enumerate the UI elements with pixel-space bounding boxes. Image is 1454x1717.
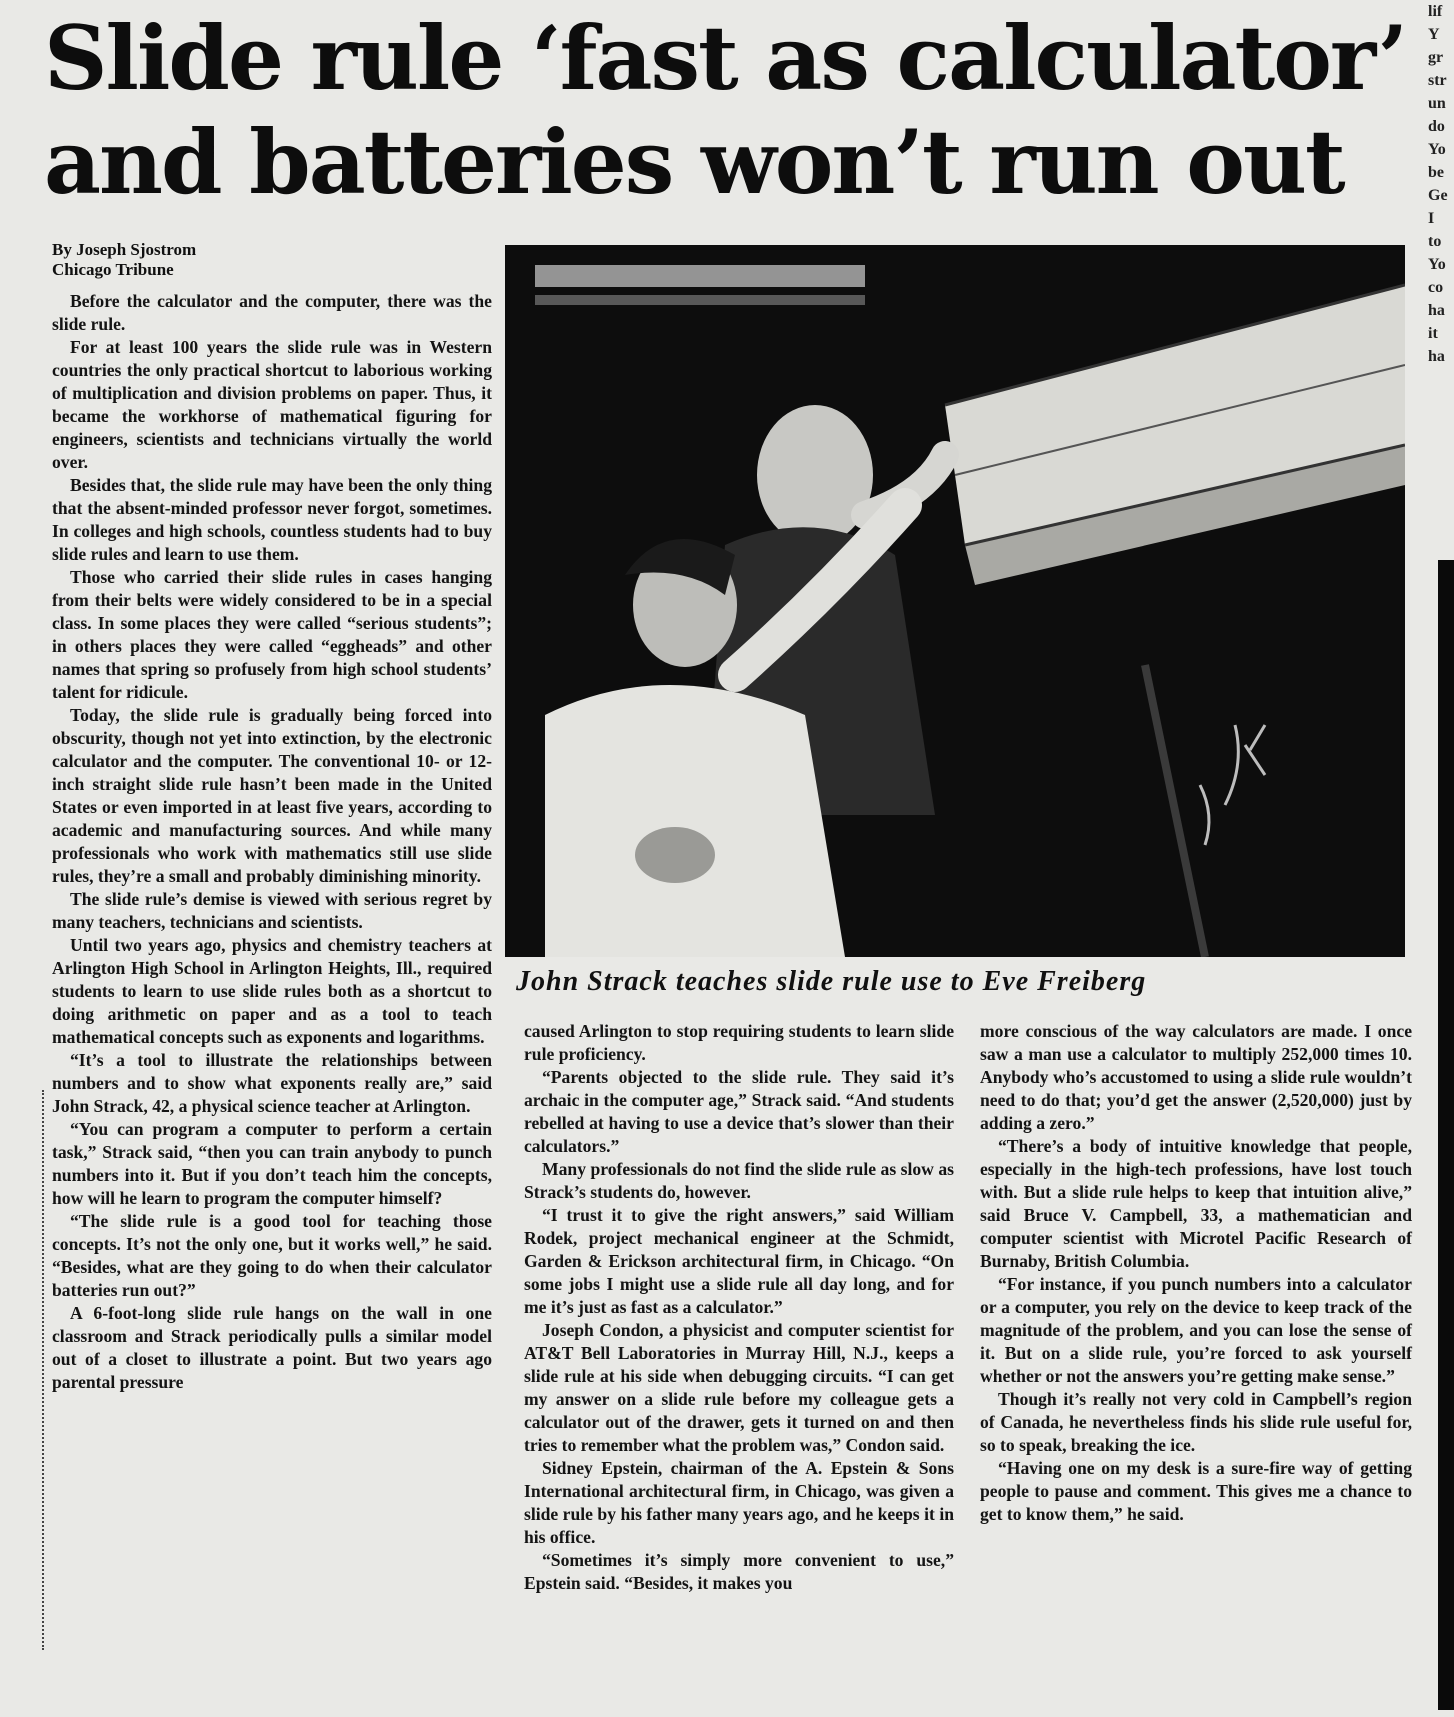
headline-line-2: and batteries won’t run out <box>44 110 1344 214</box>
fragment-text: I <box>1428 210 1435 227</box>
fragment-text: lif <box>1428 3 1443 20</box>
fragment-text: un <box>1428 95 1446 112</box>
paragraph: “For instance, if you punch numbers into a calculator or a computer, you rely on the device to keep track of the magnitude of the problem, and you can lose the sense of it. But on a slide rule, you’re forced to ask yourself whether or not the answers you’re getting make sense.” <box>980 1274 1412 1386</box>
paragraph: Today, the slide rule is gradually being forced into obscurity, though not yet into extinction, by the electronic calculator and the computer. The conventional 10- or 12-inch straight slide rule hasn’t been made in the United States or even imported in at least five years, according to academic and manufacturing sources. And while many professionals who work with mathematics still use slide rules, they’re a small and probably diminishing minority. <box>52 705 492 886</box>
article-column-2 <box>524 1020 954 1595</box>
paragraph: Those who carried their slide rules in cases hanging from their belts were widely considered to be in a special class. In some places they were called “serious students”; in others places they were called “eggheads” and other names that spring so profusely from high school students’ talent for ridicule. <box>52 567 492 702</box>
headline-line-1: Slide rule ‘fast as calculator’ <box>44 6 1407 110</box>
fragment-text: Y <box>1428 26 1440 43</box>
fragment-text: it <box>1428 325 1438 342</box>
paragraph: A 6-foot-long slide rule hangs on the wall in one classroom and Strack periodically pulls a similar model out of a closet to illustrate a point. But two years ago parental pressure <box>52 1303 492 1392</box>
article-photo <box>505 245 1405 957</box>
paragraph: “There’s a body of intuitive knowledge that people, especially in the high-tech professions, have lost touch with. But a slide rule helps to keep that intuition alive,” said Bruce V. Campbell, 33, a mathematician and computer scientist with Microtel Pacific Research of Burnaby, British Columbia. <box>980 1136 1412 1271</box>
byline <box>52 240 492 280</box>
paragraph: The slide rule’s demise is viewed with serious regret by many teachers, technicians and scientists. <box>52 889 492 932</box>
adjacent-column-fragment <box>1428 0 1454 380</box>
byline-source: Chicago Tribune <box>52 260 174 279</box>
paragraph: Joseph Condon, a physicist and computer scientist for AT&T Bell Laboratories in Murray Hill, N.J., keeps a slide rule at his side when debugging circuits. “I can get my answer on a slide rule before my colleague gets a calculator out of the drawer, gets it turned on and then tries to remember what the problem was,” Condon said. <box>524 1320 954 1455</box>
paragraph: “Having one on my desk is a sure-fire way of getting people to pause and comment. This gives me a chance to get to know them,” he said. <box>980 1458 1412 1524</box>
paragraph: Before the calculator and the computer, there was the slide rule. <box>52 291 492 334</box>
paragraph: Besides that, the slide rule may have been the only thing that the absent-minded professor never forgot, sometimes. In colleges and high schools, countless students had to buy slide rules and learn to use them. <box>52 475 492 564</box>
paragraph: more conscious of the way calculators are made. I once saw a man use a calculator to multiply 252,000 times 10. Anybody who’s accustomed to using a slide rule wouldn’t need to do that; you’d get the answer (2,520,000) just by adding a zero.” <box>980 1021 1412 1133</box>
paragraph: “The slide rule is a good tool for teaching those concepts. It’s not the only one, but it works well,” he said. “Besides, what are they going to do when their calculator batteries run out?” <box>52 1211 492 1300</box>
paragraph: “Sometimes it’s simply more convenient to use,” Epstein said. “Besides, it makes you <box>524 1550 954 1593</box>
byline-author: By Joseph Sjostrom <box>52 240 197 259</box>
paragraph: “Parents objected to the slide rule. They said it’s archaic in the computer age,” Strack said. “And students rebelled at having to use a device that’s slower than their calculators.” <box>524 1067 954 1156</box>
fragment-text: str <box>1428 72 1447 89</box>
fragment-text: gr <box>1428 49 1444 66</box>
paragraph: “You can program a computer to perform a certain task,” Strack said, “then you can train anybody to punch numbers into it. But if you don’t teach him the concepts, how will he learn to program the computer himself? <box>52 1119 492 1208</box>
fragment-text: ha <box>1428 302 1445 319</box>
photo-illustration <box>505 245 1405 957</box>
fragment-text: to <box>1428 233 1442 250</box>
article-column-1 <box>52 290 492 1394</box>
margin-scan-marks <box>42 1090 52 1650</box>
fragment-text: Yo <box>1428 141 1446 158</box>
photo-caption: John Strack teaches slide rule use to Eve Freiberg <box>516 966 1147 997</box>
fragment-text: Ge <box>1428 187 1448 204</box>
paragraph: Many professionals do not find the slide rule as slow as Strack’s students do, however. <box>524 1159 954 1202</box>
page-edge-shadow <box>1438 560 1454 1710</box>
fragment-text: do <box>1428 118 1445 135</box>
paragraph: “It’s a tool to illustrate the relationships between numbers and to show what exponents really are,” said John Strack, 42, a physical science teacher at Arlington. <box>52 1050 492 1116</box>
fragment-text: ha <box>1428 348 1445 365</box>
paragraph: For at least 100 years the slide rule was in Western countries the only practical shortcut to laborious working of multiplication and division problems on paper. Thus, it became the workhorse of mathematical figuring for engineers, scientists and technicians virtually the world over. <box>52 337 492 472</box>
paragraph: Until two years ago, physics and chemistry teachers at Arlington High School in Arlington Heights, Ill., required students to learn to use slide rules both as a shortcut to doing arithmetic on paper and as a tool to teach mathematical concepts such as exponents and logarithms. <box>52 935 492 1047</box>
paragraph: Though it’s really not very cold in Campbell’s region of Canada, he nevertheless finds his slide rule useful for, so to speak, breaking the ice. <box>980 1389 1412 1455</box>
paragraph: “I trust it to give the right answers,” said William Rodek, project mechanical engineer at the Schmidt, Garden & Erickson architectural firm, in Chicago. “On some jobs I might use a slide rule all day long, and for me it’s just as fast as a calculator.” <box>524 1205 954 1317</box>
paragraph: Sidney Epstein, chairman of the A. Epstein & Sons International architectural firm, in Chicago, was given a slide rule by his father many years ago, and he keeps it in his office. <box>524 1458 954 1547</box>
headline <box>44 6 1407 214</box>
fragment-text: Yo <box>1428 256 1446 273</box>
article-column-3 <box>980 1020 1412 1526</box>
fragment-text: co <box>1428 279 1444 296</box>
paragraph: caused Arlington to stop requiring students to learn slide rule proficiency. <box>524 1021 954 1064</box>
fragment-text: be <box>1428 164 1444 181</box>
